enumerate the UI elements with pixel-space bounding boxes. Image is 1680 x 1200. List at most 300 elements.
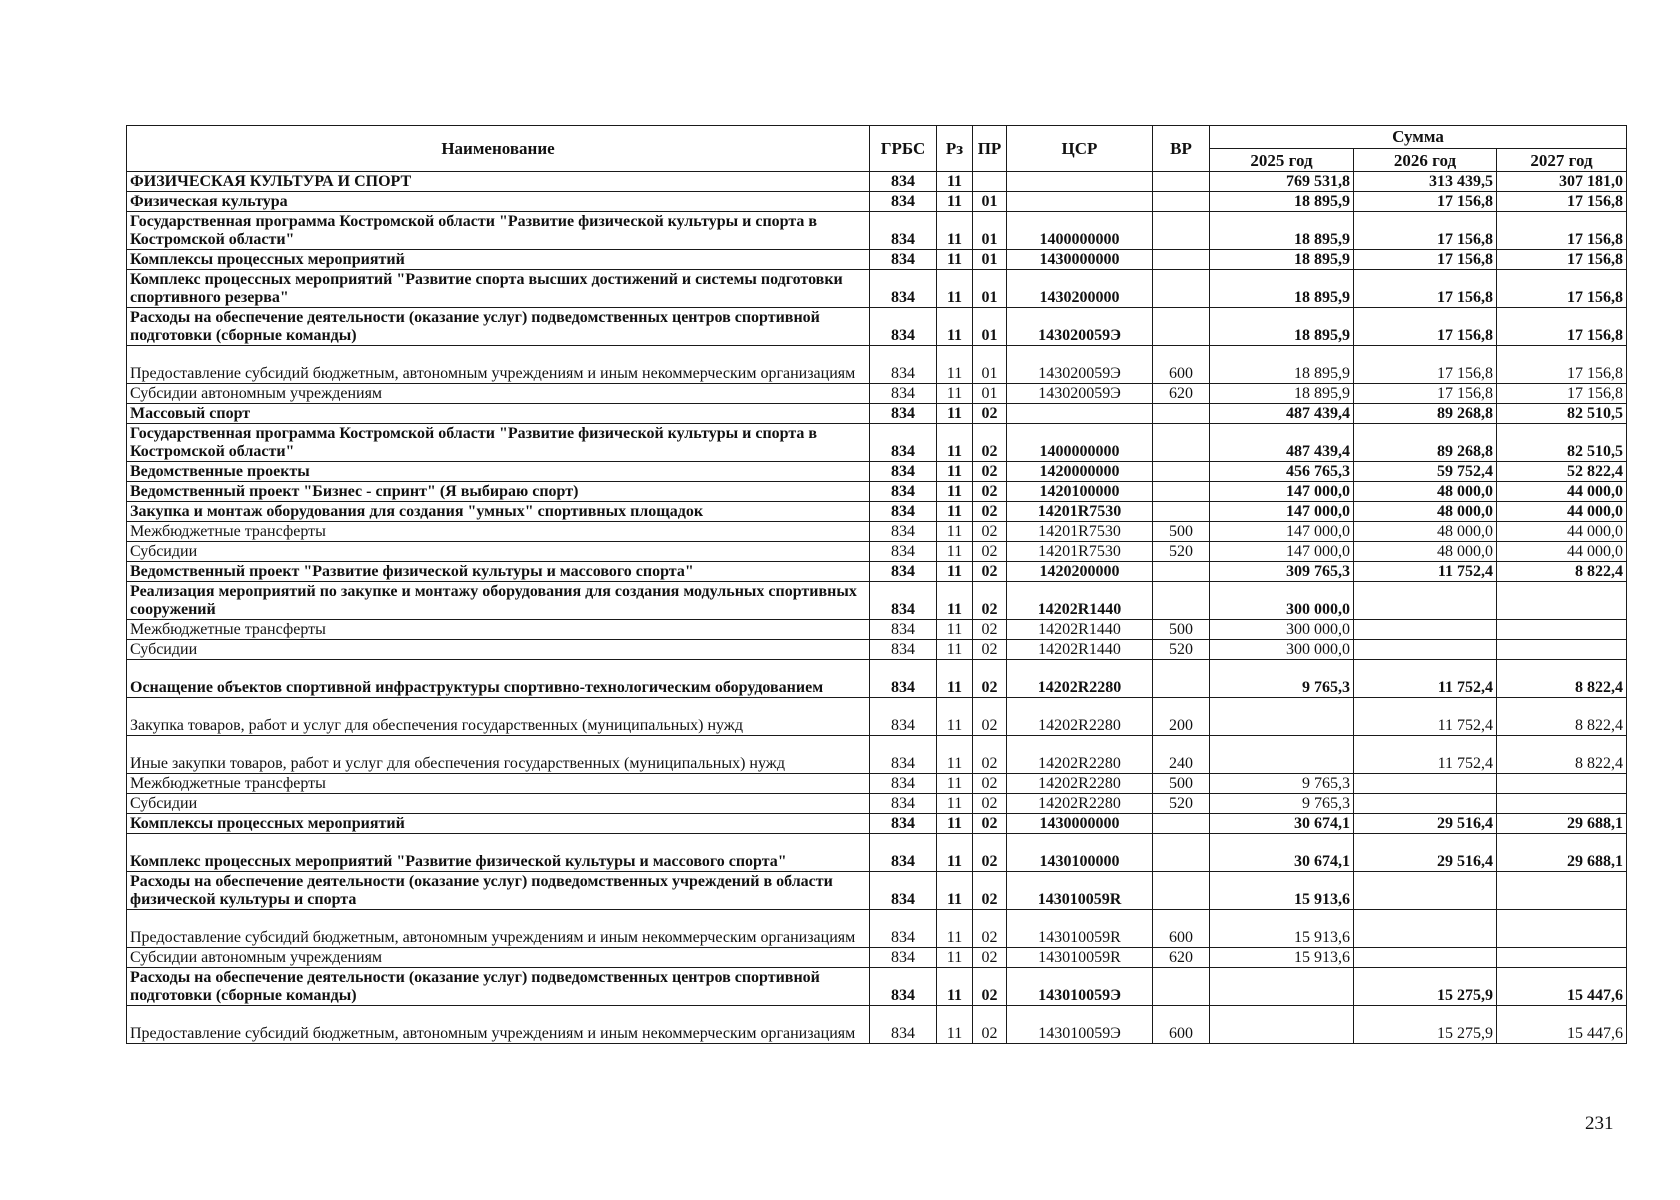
cell-grbs: 834 <box>870 834 937 872</box>
cell-pr: 02 <box>973 582 1007 620</box>
cell-grbs: 834 <box>870 192 937 212</box>
header-csr: ЦСР <box>1007 126 1153 172</box>
cell-2027: 8 822,4 <box>1497 562 1627 582</box>
cell-vr <box>1153 308 1210 346</box>
cell-rz: 11 <box>937 192 973 212</box>
cell-2026: 17 156,8 <box>1354 384 1497 404</box>
cell-2026: 17 156,8 <box>1354 308 1497 346</box>
table-row <box>127 482 1627 502</box>
cell-2027: 15 447,6 <box>1497 968 1627 1006</box>
cell-csr: 14202R2280 <box>1007 660 1153 698</box>
cell-name: Субсидии <box>127 542 870 562</box>
cell-csr: 1400000000 <box>1007 424 1153 462</box>
cell-2026: 48 000,0 <box>1354 502 1497 522</box>
cell-pr: 02 <box>973 736 1007 774</box>
cell-csr: 1400000000 <box>1007 212 1153 250</box>
cell-rz: 11 <box>937 968 973 1006</box>
cell-grbs: 834 <box>870 698 937 736</box>
cell-rz: 11 <box>937 834 973 872</box>
cell-vr: 520 <box>1153 794 1210 814</box>
cell-rz: 11 <box>937 910 973 948</box>
cell-vr: 520 <box>1153 640 1210 660</box>
cell-2027 <box>1497 910 1627 948</box>
cell-2027: 17 156,8 <box>1497 250 1627 270</box>
table-row <box>127 542 1627 562</box>
cell-rz: 11 <box>937 774 973 794</box>
cell-2026: 59 752,4 <box>1354 462 1497 482</box>
table-row <box>127 212 1627 250</box>
cell-2026 <box>1354 872 1497 910</box>
cell-2025: 18 895,9 <box>1210 270 1354 308</box>
cell-csr <box>1007 404 1153 424</box>
cell-grbs: 834 <box>870 774 937 794</box>
cell-vr: 620 <box>1153 384 1210 404</box>
cell-pr: 01 <box>973 308 1007 346</box>
cell-vr <box>1153 250 1210 270</box>
cell-vr <box>1153 424 1210 462</box>
cell-2026: 11 752,4 <box>1354 698 1497 736</box>
cell-pr: 02 <box>973 872 1007 910</box>
cell-2025: 487 439,4 <box>1210 404 1354 424</box>
cell-vr <box>1153 582 1210 620</box>
cell-2027: 15 447,6 <box>1497 1006 1627 1044</box>
cell-vr <box>1153 270 1210 308</box>
cell-name: Предоставление субсидий бюджетным, автономным учреждениям и иным некоммерческим организациям <box>127 346 870 384</box>
cell-2027: 82 510,5 <box>1497 404 1627 424</box>
cell-pr: 02 <box>973 910 1007 948</box>
cell-name: Межбюджетные трансферты <box>127 522 870 542</box>
cell-csr: 1420200000 <box>1007 562 1153 582</box>
cell-vr <box>1153 562 1210 582</box>
cell-grbs: 834 <box>870 910 937 948</box>
cell-name: Расходы на обеспечение деятельности (оказание услуг) подведомственных центров спортивной подготовки (сборные команды) <box>127 308 870 346</box>
cell-2026 <box>1354 582 1497 620</box>
cell-pr: 02 <box>973 562 1007 582</box>
table-header <box>127 126 1627 172</box>
cell-grbs: 834 <box>870 384 937 404</box>
header-grbs: ГРБС <box>870 126 937 172</box>
cell-name: Физическая культура <box>127 192 870 212</box>
cell-csr <box>1007 172 1153 192</box>
cell-vr: 600 <box>1153 346 1210 384</box>
cell-grbs: 834 <box>870 660 937 698</box>
cell-pr: 01 <box>973 346 1007 384</box>
cell-rz: 11 <box>937 502 973 522</box>
cell-name: Иные закупки товаров, работ и услуг для обеспечения государственных (муниципальных) нужд <box>127 736 870 774</box>
cell-pr: 01 <box>973 192 1007 212</box>
cell-2025: 15 913,6 <box>1210 910 1354 948</box>
cell-grbs: 834 <box>870 814 937 834</box>
cell-pr: 02 <box>973 542 1007 562</box>
cell-name: Расходы на обеспечение деятельности (оказание услуг) подведомственных учреждений в области физической культуры и спорта <box>127 872 870 910</box>
cell-pr: 01 <box>973 384 1007 404</box>
cell-2025 <box>1210 736 1354 774</box>
cell-2025: 18 895,9 <box>1210 192 1354 212</box>
cell-name: ФИЗИЧЕСКАЯ КУЛЬТУРА И СПОРТ <box>127 172 870 192</box>
table-row <box>127 582 1627 620</box>
cell-csr: 143020059Э <box>1007 384 1153 404</box>
cell-pr: 01 <box>973 270 1007 308</box>
cell-2026: 17 156,8 <box>1354 192 1497 212</box>
cell-2025: 147 000,0 <box>1210 542 1354 562</box>
table-row <box>127 192 1627 212</box>
cell-pr: 02 <box>973 502 1007 522</box>
cell-vr <box>1153 212 1210 250</box>
cell-vr <box>1153 834 1210 872</box>
cell-vr <box>1153 814 1210 834</box>
cell-2026 <box>1354 620 1497 640</box>
cell-rz: 11 <box>937 948 973 968</box>
cell-pr: 02 <box>973 404 1007 424</box>
cell-rz: 11 <box>937 640 973 660</box>
cell-2026: 48 000,0 <box>1354 482 1497 502</box>
cell-2026: 29 516,4 <box>1354 834 1497 872</box>
cell-2025: 456 765,3 <box>1210 462 1354 482</box>
cell-2027: 44 000,0 <box>1497 502 1627 522</box>
cell-2025: 18 895,9 <box>1210 384 1354 404</box>
cell-2025: 9 765,3 <box>1210 774 1354 794</box>
cell-vr <box>1153 192 1210 212</box>
cell-2025: 18 895,9 <box>1210 250 1354 270</box>
cell-2025: 309 765,3 <box>1210 562 1354 582</box>
cell-vr: 200 <box>1153 698 1210 736</box>
cell-pr: 02 <box>973 462 1007 482</box>
cell-2027 <box>1497 948 1627 968</box>
cell-grbs: 834 <box>870 424 937 462</box>
table-row <box>127 462 1627 482</box>
cell-2026: 17 156,8 <box>1354 346 1497 384</box>
table-row <box>127 270 1627 308</box>
cell-grbs: 834 <box>870 1006 937 1044</box>
cell-2027: 44 000,0 <box>1497 542 1627 562</box>
cell-2025: 147 000,0 <box>1210 482 1354 502</box>
header-pr: ПР <box>973 126 1007 172</box>
cell-name: Массовый спорт <box>127 404 870 424</box>
cell-csr: 14202R2280 <box>1007 698 1153 736</box>
cell-name: Закупка товаров, работ и услуг для обеспечения государственных (муниципальных) нужд <box>127 698 870 736</box>
cell-name: Предоставление субсидий бюджетным, автономным учреждениям и иным некоммерческим организациям <box>127 910 870 948</box>
cell-2026 <box>1354 910 1497 948</box>
cell-2025: 18 895,9 <box>1210 308 1354 346</box>
cell-csr: 14202R2280 <box>1007 736 1153 774</box>
cell-name: Реализация мероприятий по закупке и монтажу оборудования для создания модульных спортивных сооружений <box>127 582 870 620</box>
cell-2025 <box>1210 968 1354 1006</box>
cell-name: Государственная программа Костромской области "Развитие физической культуры и спорта в Костромской области" <box>127 424 870 462</box>
cell-name: Расходы на обеспечение деятельности (оказание услуг) подведомственных центров спортивной подготовки (сборные команды) <box>127 968 870 1006</box>
cell-pr: 02 <box>973 1006 1007 1044</box>
cell-grbs: 834 <box>870 948 937 968</box>
cell-name: Межбюджетные трансферты <box>127 620 870 640</box>
cell-grbs: 834 <box>870 522 937 542</box>
cell-2027: 17 156,8 <box>1497 384 1627 404</box>
cell-rz: 11 <box>937 384 973 404</box>
cell-rz: 11 <box>937 620 973 640</box>
cell-grbs: 834 <box>870 562 937 582</box>
cell-name: Межбюджетные трансферты <box>127 774 870 794</box>
cell-rz: 11 <box>937 172 973 192</box>
cell-rz: 11 <box>937 736 973 774</box>
cell-2027 <box>1497 774 1627 794</box>
cell-csr: 143010059Э <box>1007 1006 1153 1044</box>
cell-2026: 15 275,9 <box>1354 968 1497 1006</box>
cell-2025: 30 674,1 <box>1210 814 1354 834</box>
cell-grbs: 834 <box>870 640 937 660</box>
cell-2027: 8 822,4 <box>1497 698 1627 736</box>
cell-pr: 02 <box>973 794 1007 814</box>
cell-name: Оснащение объектов спортивной инфраструктуры спортивно-технологическим оборудованием <box>127 660 870 698</box>
cell-2026: 313 439,5 <box>1354 172 1497 192</box>
cell-rz: 11 <box>937 308 973 346</box>
cell-csr: 1430000000 <box>1007 250 1153 270</box>
cell-rz: 11 <box>937 1006 973 1044</box>
cell-2027: 8 822,4 <box>1497 660 1627 698</box>
cell-csr: 14201R7530 <box>1007 542 1153 562</box>
cell-2027: 52 822,4 <box>1497 462 1627 482</box>
cell-pr: 02 <box>973 640 1007 660</box>
cell-rz: 11 <box>937 698 973 736</box>
cell-2027: 82 510,5 <box>1497 424 1627 462</box>
cell-2027 <box>1497 640 1627 660</box>
cell-csr: 1430000000 <box>1007 814 1153 834</box>
header-rz: Рз <box>937 126 973 172</box>
cell-2025: 147 000,0 <box>1210 502 1354 522</box>
cell-rz: 11 <box>937 522 973 542</box>
cell-rz: 11 <box>937 660 973 698</box>
cell-grbs: 834 <box>870 270 937 308</box>
cell-pr: 02 <box>973 482 1007 502</box>
table-row <box>127 384 1627 404</box>
cell-2027: 44 000,0 <box>1497 482 1627 502</box>
header-year-2027: 2027 год <box>1497 149 1627 172</box>
cell-vr <box>1153 482 1210 502</box>
cell-grbs: 834 <box>870 212 937 250</box>
cell-vr: 600 <box>1153 1006 1210 1044</box>
cell-csr: 1430200000 <box>1007 270 1153 308</box>
cell-2025: 9 765,3 <box>1210 660 1354 698</box>
cell-csr: 1420000000 <box>1007 462 1153 482</box>
cell-pr: 02 <box>973 660 1007 698</box>
cell-2026: 89 268,8 <box>1354 424 1497 462</box>
table-row <box>127 250 1627 270</box>
cell-pr: 02 <box>973 814 1007 834</box>
cell-name: Комплексы процессных мероприятий <box>127 250 870 270</box>
page-number: 231 <box>1585 1113 1614 1134</box>
cell-2025: 15 913,6 <box>1210 948 1354 968</box>
cell-rz: 11 <box>937 814 973 834</box>
table-row <box>127 308 1627 346</box>
cell-rz: 11 <box>937 346 973 384</box>
table-row <box>127 502 1627 522</box>
cell-2026 <box>1354 794 1497 814</box>
cell-vr: 620 <box>1153 948 1210 968</box>
cell-2026: 17 156,8 <box>1354 270 1497 308</box>
cell-2025: 15 913,6 <box>1210 872 1354 910</box>
cell-grbs: 834 <box>870 462 937 482</box>
cell-rz: 11 <box>937 404 973 424</box>
cell-vr: 240 <box>1153 736 1210 774</box>
cell-name: Ведомственный проект "Бизнес - спринт" (Я выбираю спорт) <box>127 482 870 502</box>
cell-2026: 11 752,4 <box>1354 660 1497 698</box>
cell-grbs: 834 <box>870 502 937 522</box>
cell-pr: 02 <box>973 698 1007 736</box>
cell-2026: 11 752,4 <box>1354 562 1497 582</box>
cell-csr: 143010059R <box>1007 948 1153 968</box>
cell-2025: 18 895,9 <box>1210 346 1354 384</box>
cell-name: Комплекс процессных мероприятий "Развитие физической культуры и массового спорта" <box>127 834 870 872</box>
cell-csr: 14201R7530 <box>1007 522 1153 542</box>
cell-csr: 143010059Э <box>1007 968 1153 1006</box>
cell-pr: 01 <box>973 250 1007 270</box>
cell-csr: 14202R1440 <box>1007 620 1153 640</box>
cell-pr: 02 <box>973 522 1007 542</box>
cell-pr: 02 <box>973 834 1007 872</box>
table-row <box>127 522 1627 542</box>
cell-name: Субсидии <box>127 640 870 660</box>
cell-name: Ведомственные проекты <box>127 462 870 482</box>
cell-rz: 11 <box>937 562 973 582</box>
cell-rz: 11 <box>937 270 973 308</box>
cell-2027: 29 688,1 <box>1497 814 1627 834</box>
cell-vr <box>1153 660 1210 698</box>
cell-name: Государственная программа Костромской области "Развитие физической культуры и спорта в Костромской области" <box>127 212 870 250</box>
cell-2027: 17 156,8 <box>1497 346 1627 384</box>
cell-2026 <box>1354 948 1497 968</box>
header-sum: Сумма <box>1210 126 1627 149</box>
cell-vr <box>1153 172 1210 192</box>
cell-2025 <box>1210 1006 1354 1044</box>
cell-vr: 500 <box>1153 620 1210 640</box>
cell-2027: 17 156,8 <box>1497 308 1627 346</box>
table-row <box>127 834 1627 872</box>
cell-2025 <box>1210 698 1354 736</box>
cell-vr <box>1153 404 1210 424</box>
cell-grbs: 834 <box>870 794 937 814</box>
cell-name: Предоставление субсидий бюджетным, автономным учреждениям и иным некоммерческим организациям <box>127 1006 870 1044</box>
table-row <box>127 640 1627 660</box>
table-row <box>127 736 1627 774</box>
cell-grbs: 834 <box>870 582 937 620</box>
table-row <box>127 172 1627 192</box>
cell-2026 <box>1354 774 1497 794</box>
header-year-2026: 2026 год <box>1354 149 1497 172</box>
table-row <box>127 620 1627 640</box>
table-row <box>127 948 1627 968</box>
cell-grbs: 834 <box>870 250 937 270</box>
cell-2026: 29 516,4 <box>1354 814 1497 834</box>
table-row <box>127 562 1627 582</box>
cell-csr: 14201R7530 <box>1007 502 1153 522</box>
cell-grbs: 834 <box>870 482 937 502</box>
cell-grbs: 834 <box>870 308 937 346</box>
cell-2025: 300 000,0 <box>1210 620 1354 640</box>
cell-rz: 11 <box>937 250 973 270</box>
cell-name: Субсидии автономным учреждениям <box>127 948 870 968</box>
cell-2026: 15 275,9 <box>1354 1006 1497 1044</box>
cell-2027 <box>1497 582 1627 620</box>
cell-rz: 11 <box>937 794 973 814</box>
table-row <box>127 424 1627 462</box>
cell-2027: 17 156,8 <box>1497 192 1627 212</box>
cell-csr: 14202R1440 <box>1007 640 1153 660</box>
cell-2027: 44 000,0 <box>1497 522 1627 542</box>
cell-2027 <box>1497 620 1627 640</box>
cell-pr: 02 <box>973 620 1007 640</box>
cell-2026: 89 268,8 <box>1354 404 1497 424</box>
cell-name: Комплексы процессных мероприятий <box>127 814 870 834</box>
table-row <box>127 814 1627 834</box>
cell-2025: 487 439,4 <box>1210 424 1354 462</box>
cell-grbs: 834 <box>870 172 937 192</box>
cell-grbs: 834 <box>870 620 937 640</box>
table-row <box>127 404 1627 424</box>
cell-vr: 500 <box>1153 774 1210 794</box>
cell-csr: 14202R2280 <box>1007 794 1153 814</box>
cell-name: Комплекс процессных мероприятий "Развитие спорта высших достижений и системы подготовки спортивного резерва" <box>127 270 870 308</box>
header-year-2025: 2025 год <box>1210 149 1354 172</box>
cell-pr: 02 <box>973 948 1007 968</box>
table-row <box>127 346 1627 384</box>
budget-table <box>126 125 1627 1044</box>
cell-rz: 11 <box>937 872 973 910</box>
cell-csr: 14202R2280 <box>1007 774 1153 794</box>
cell-vr <box>1153 968 1210 1006</box>
cell-csr: 143010059R <box>1007 872 1153 910</box>
cell-vr <box>1153 872 1210 910</box>
cell-grbs: 834 <box>870 404 937 424</box>
cell-grbs: 834 <box>870 872 937 910</box>
cell-2027: 17 156,8 <box>1497 270 1627 308</box>
cell-csr: 143010059R <box>1007 910 1153 948</box>
header-name: Наименование <box>127 126 870 172</box>
cell-2025: 18 895,9 <box>1210 212 1354 250</box>
table-row <box>127 968 1627 1006</box>
cell-2026: 11 752,4 <box>1354 736 1497 774</box>
cell-vr: 600 <box>1153 910 1210 948</box>
cell-csr <box>1007 192 1153 212</box>
cell-csr: 14202R1440 <box>1007 582 1153 620</box>
cell-grbs: 834 <box>870 542 937 562</box>
cell-name: Ведомственный проект "Развитие физической культуры и массового спорта" <box>127 562 870 582</box>
cell-2026: 17 156,8 <box>1354 250 1497 270</box>
cell-csr: 1430100000 <box>1007 834 1153 872</box>
cell-2025: 30 674,1 <box>1210 834 1354 872</box>
cell-2027: 17 156,8 <box>1497 212 1627 250</box>
cell-2027 <box>1497 794 1627 814</box>
cell-rz: 11 <box>937 212 973 250</box>
cell-csr: 143020059Э <box>1007 308 1153 346</box>
cell-rz: 11 <box>937 582 973 620</box>
table-row <box>127 1006 1627 1044</box>
cell-pr: 02 <box>973 968 1007 1006</box>
cell-vr <box>1153 462 1210 482</box>
cell-rz: 11 <box>937 542 973 562</box>
cell-name: Субсидии автономным учреждениям <box>127 384 870 404</box>
header-vr: ВР <box>1153 126 1210 172</box>
cell-2026: 17 156,8 <box>1354 212 1497 250</box>
cell-2026: 48 000,0 <box>1354 522 1497 542</box>
cell-pr: 02 <box>973 774 1007 794</box>
cell-2025: 9 765,3 <box>1210 794 1354 814</box>
table-row <box>127 910 1627 948</box>
table-row <box>127 660 1627 698</box>
cell-2027: 8 822,4 <box>1497 736 1627 774</box>
table-row <box>127 794 1627 814</box>
cell-pr: 02 <box>973 424 1007 462</box>
cell-2025: 300 000,0 <box>1210 582 1354 620</box>
cell-csr: 1420100000 <box>1007 482 1153 502</box>
table-row <box>127 698 1627 736</box>
cell-grbs: 834 <box>870 968 937 1006</box>
